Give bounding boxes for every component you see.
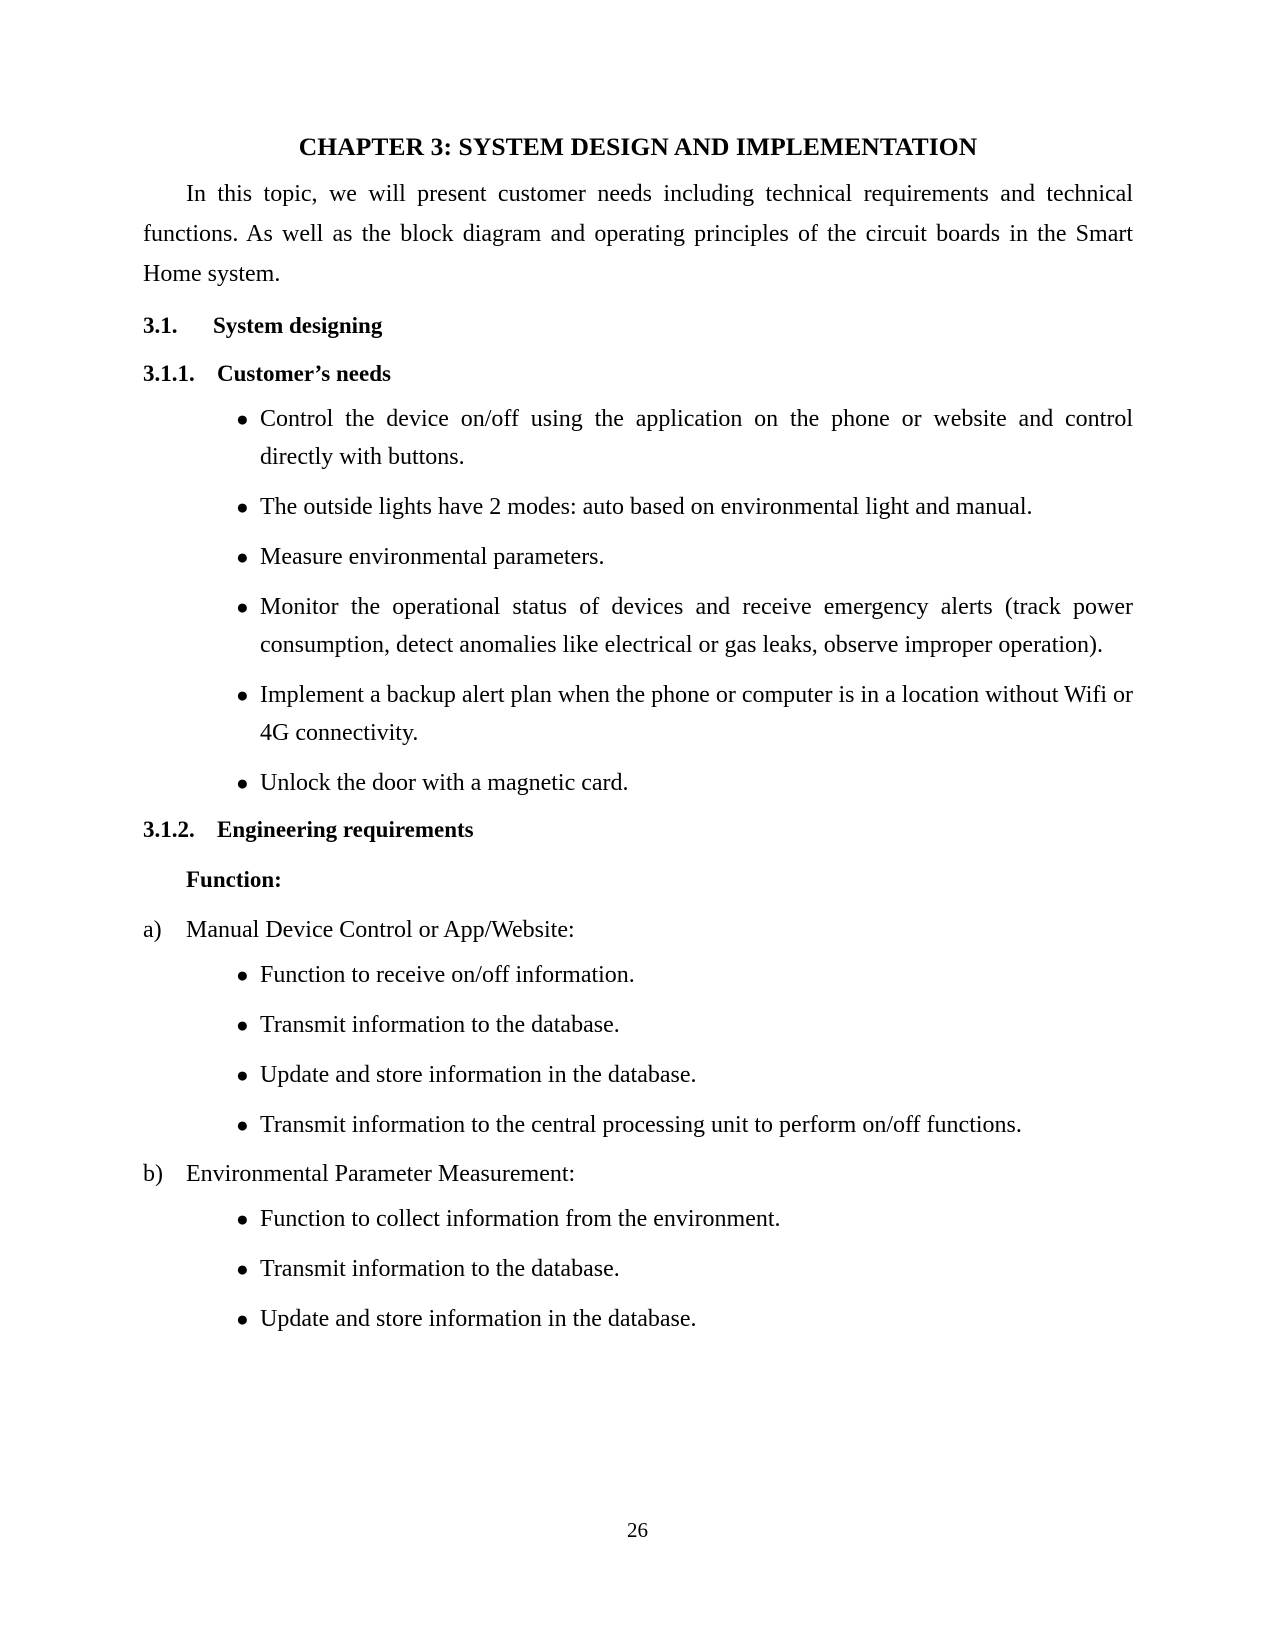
intro-paragraph: In this topic, we will present customer needs including technical requirements and technical functions. As well as the block diagram and operating principles of the circuit boards in the Smart Home system.	[143, 181, 1133, 288]
heading-number: 3.1.1.	[143, 361, 195, 387]
customers-needs-bullet-list	[143, 400, 1133, 802]
bullet-icon: ●	[236, 495, 249, 520]
list-item-text: Monitor the operational status of devices and receive emergency alerts (track power consumption, detect anomalies like electrical or gas leaks, observe improper operation).	[260, 594, 1133, 659]
section-engineering-requirements	[143, 810, 1133, 1338]
bullet-icon: ●	[236, 771, 249, 796]
heading-number: 3.1.	[143, 313, 178, 339]
list-item-text: Implement a backup alert plan when the phone or computer is in a location without Wifi or 4G connectivity.	[260, 682, 1134, 747]
page-number: 26	[627, 1518, 648, 1542]
environmental-measurement-bullet-list	[143, 1200, 1133, 1338]
list-item	[143, 1250, 1133, 1288]
list-item	[143, 1300, 1133, 1338]
heading-customers-needs	[143, 354, 1133, 394]
heading-text: Customer’s needs	[217, 361, 391, 387]
bullet-icon: ●	[236, 545, 249, 570]
list-item-text: Transmit information to the database.	[260, 1256, 620, 1283]
bullet-icon: ●	[236, 1013, 249, 1038]
bullet-icon: ●	[236, 407, 249, 432]
list-item-text: Function to collect information from the environment.	[260, 1206, 781, 1233]
list-item-text: Measure environmental parameters.	[260, 544, 605, 571]
function-label: Function:	[186, 867, 282, 893]
heading-engineering-requirements	[143, 810, 1133, 850]
bullet-icon: ●	[236, 1063, 249, 1088]
list-item-text: Manual Device Control or App/Website:	[186, 917, 575, 944]
page-content	[143, 132, 1133, 1342]
bullet-icon: ●	[236, 1113, 249, 1138]
bullet-icon: ●	[236, 1307, 249, 1332]
bullet-icon: ●	[236, 1207, 249, 1232]
list-item-text: Unlock the door with a magnetic card.	[260, 770, 629, 797]
heading-system-designing	[143, 306, 1133, 346]
list-item-text: Transmit information to the central processing unit to perform on/off functions.	[260, 1112, 1022, 1139]
bullet-icon: ●	[236, 1257, 249, 1282]
heading-number: 3.1.2.	[143, 817, 195, 843]
list-item-text: Function to receive on/off information.	[260, 962, 635, 989]
lettered-list-item-b	[143, 1154, 1133, 1194]
section-customers-needs	[143, 354, 1133, 802]
list-item-text: Update and store information in the database.	[260, 1306, 697, 1333]
list-item-text: Environmental Parameter Measurement:	[186, 1161, 576, 1188]
list-item	[143, 1106, 1133, 1144]
list-item-text: Update and store information in the database.	[260, 1062, 697, 1089]
page-title: CHAPTER 3: SYSTEM DESIGN AND IMPLEMENTATION	[298, 132, 978, 161]
list-item-text: The outside lights have 2 modes: auto based on environmental light and manual.	[260, 494, 1033, 521]
bullet-icon: ●	[236, 963, 249, 988]
list-item	[143, 1006, 1133, 1044]
list-item	[143, 676, 1133, 752]
list-marker: b)	[143, 1161, 163, 1188]
heading-text: System designing	[213, 313, 383, 339]
heading-text: Engineering requirements	[217, 817, 474, 843]
manual-device-control-bullet-list	[143, 956, 1133, 1144]
list-item-text: Control the device on/off using the application on the phone or website and control directly with buttons.	[260, 406, 1133, 471]
list-item	[143, 1056, 1133, 1094]
list-item	[143, 488, 1133, 526]
bullet-icon: ●	[236, 683, 249, 708]
list-item	[143, 538, 1133, 576]
lettered-list-item-a	[143, 910, 1133, 950]
list-item	[143, 956, 1133, 994]
bullet-icon: ●	[236, 595, 249, 620]
list-item	[143, 588, 1133, 664]
list-item	[143, 1200, 1133, 1238]
list-item-text: Transmit information to the database.	[260, 1012, 620, 1039]
list-marker: a)	[143, 917, 162, 944]
list-item	[143, 400, 1133, 476]
list-item	[143, 764, 1133, 802]
